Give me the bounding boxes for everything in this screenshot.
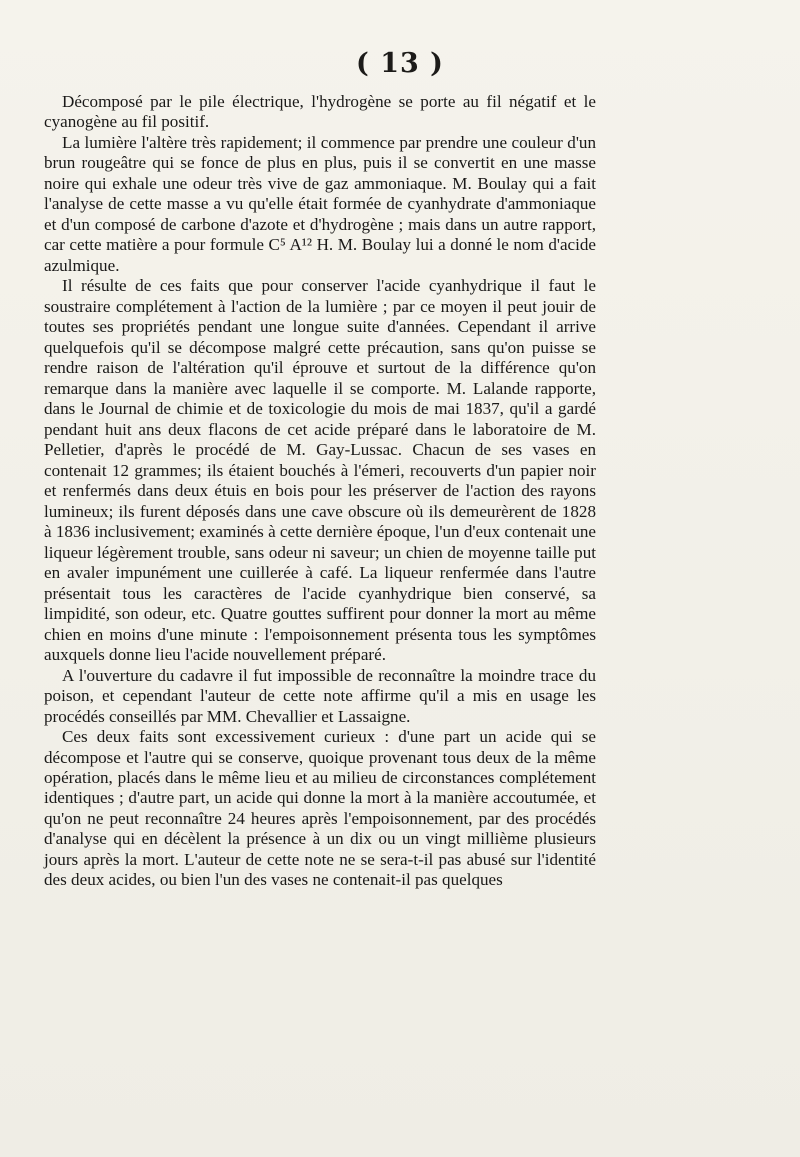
body-text xyxy=(44,92,596,891)
paragraph-3: Il résulte de ces faits que pour conserver l'acide cyanhydrique il faut le soustraire complétement à l'action de la lumière ; par ce moyen il peut jouir de toutes ses propriétés pendant une longue suite d'années. Cependant il arrive quelquefois qu'il se décompose malgré cette précaution, sans qu'on puisse se rendre raison de l'altération qu'il éprouve et surtout de la différence qu'on remarque dans la manière avec laquelle il se comporte. M. Lalande rapporte, dans le Journal de chimie et de toxicologie du mois de mai 1837, qu'il a gardé pendant huit ans deux flacons de cet acide préparé dans le laboratoire de M. Pelletier, d'après le procédé de M. Gay-Lussac. Chacun de ses vases en contenait 12 grammes; ils étaient bouchés à l'émeri, recouverts d'un papier noir et renfermés dans deux étuis en bois pour les préserver de l'action des rayons lumineux; ils furent déposés dans une cave obscure où ils demeurèrent de 1828 à 1836 inclusivement; examinés à cette dernière époque, l'un d'eux contenait une liqueur légèrement trouble, sans odeur ni saveur; un chien de moyenne taille put en avaler impunément une cuillerée à café. La liqueur renfermée dans l'autre présentait tous les caractères de l'acide cyanhydrique bien conservé, sa limpidité, son odeur, etc. Quatre gouttes suffirent pour donner la mort au même chien en moins d'une minute : l'empoisonnement présenta tous les symptômes auxquels donne lieu l'acide nouvellement préparé. xyxy=(44,276,597,665)
page-number: ( 13 ) xyxy=(356,48,444,79)
paragraph-2: La lumière l'altère très rapidement; il commence par prendre une couleur d'un brun rougeâtre qui se fonce de plus en plus, puis il se convertit en une masse noire qui exhale une odeur très vive de gaz ammoniaque. M. Boulay qui a fait l'analyse de cette masse a vu qu'elle était formée de cyanhydrate d'ammoniaque et d'un composé de carbone d'azote et d'hydrogène ; mais dans un autre rapport, car cette matière a pour formule C⁵ A¹² H. M. Boulay lui a donné le nom d'acide azulmique. xyxy=(44,132,596,275)
paragraph-5: Ces deux faits sont excessivement curieux : d'une part un acide qui se décompose et l'autre qui se conserve, quoique provenant tous deux de la même opération, placés dans le même lieu et au milieu de circonstances complétement identiques ; d'autre part, un acide qui donne la mort à la manière accoutumée, et qu'on ne peut reconnaître 24 heures après l'empoisonnement, par des procédés d'analyse qui en décèlent la présence à un dix ou un vingt millième plusieurs jours après la mort. L'auteur de cette note ne se sera-t-il pas abusé sur l'identité des deux acides, ou bien l'un des vases ne contenait-il pas quelques xyxy=(44,727,596,890)
paragraph-1: Décomposé par le pile électrique, l'hydrogène se porte au fil négatif et le cyanogène au fil positif. xyxy=(44,92,596,132)
paragraph-4: A l'ouverture du cadavre il fut impossible de reconnaître la moindre trace du poison, et cependant l'auteur de cette note affirme qu'il a mis en usage les procédés conseillés par MM. Chevallier et Lassaigne. xyxy=(44,665,596,726)
